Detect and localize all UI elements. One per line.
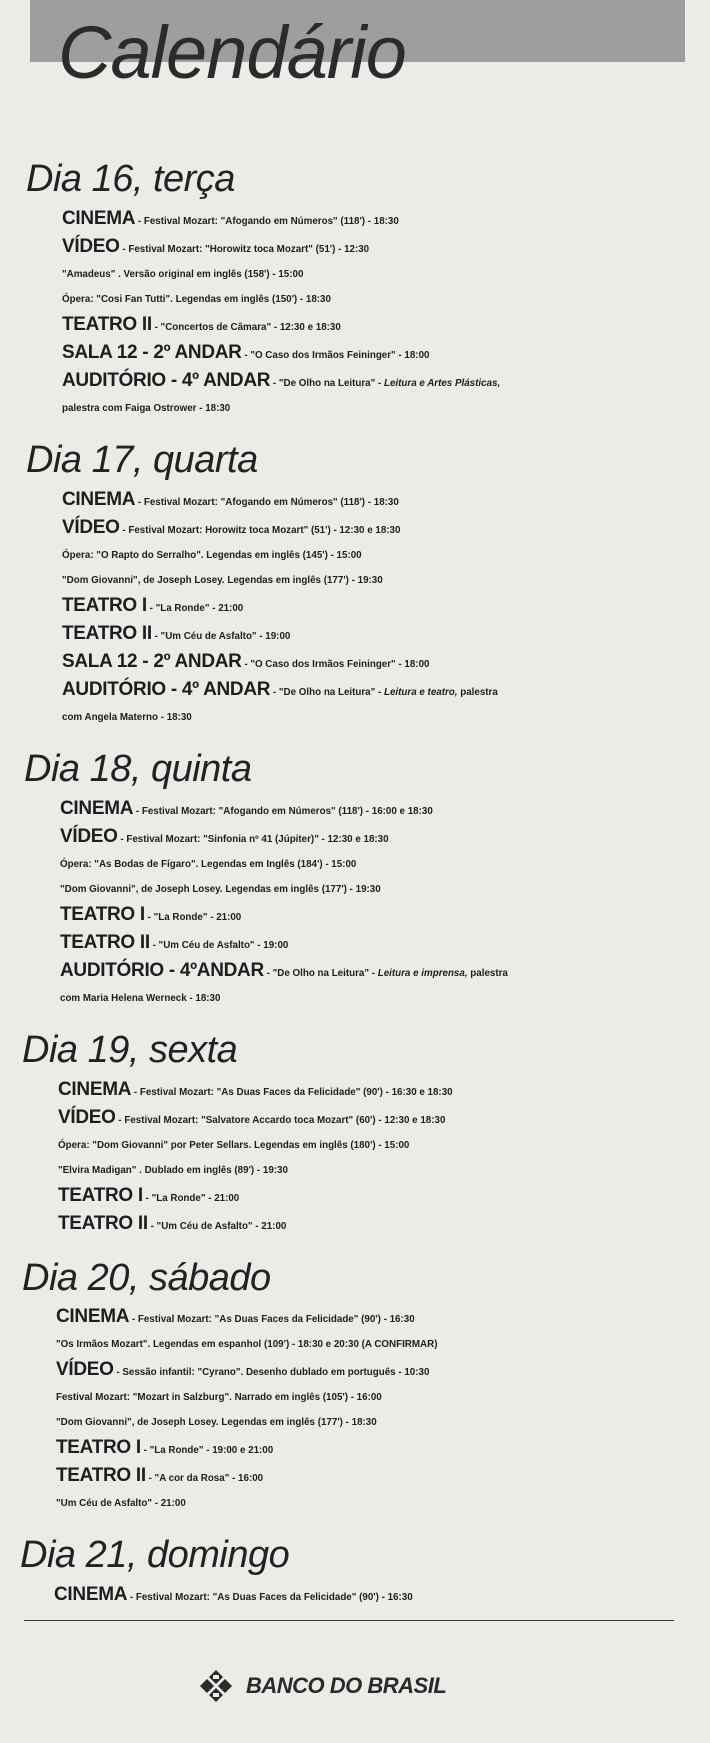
event-text: - "Um Céu de Asfalto" - 19:00 — [149, 939, 289, 951]
event-line — [62, 515, 710, 543]
venue-label: VÍDEO — [60, 825, 118, 847]
event-line — [62, 568, 710, 593]
event-line — [62, 287, 710, 312]
event-line — [62, 312, 710, 340]
event-line — [60, 958, 710, 986]
event-line — [56, 1357, 710, 1385]
event-line — [62, 262, 710, 287]
venue-label: SALA 12 - 2º ANDAR — [62, 650, 242, 672]
event-line — [62, 593, 710, 621]
event-line — [58, 1211, 710, 1239]
event-line — [62, 340, 710, 368]
event-text: - Festival Mozart: "Afogando em Números" (118') - 18:30 — [135, 215, 399, 227]
event-text: - "O Caso dos Irmãos Feininger" - 18:00 — [241, 658, 430, 670]
footer-logo — [196, 1668, 446, 1704]
event-theme: Leitura e teatro, — [384, 686, 458, 698]
calendar-content — [0, 160, 710, 1630]
event-line — [60, 986, 710, 1011]
event-text: - "De Olho na Leitura" - — [270, 686, 384, 698]
event-line — [60, 796, 710, 824]
event-text: "Dom Giovanni", de Joseph Losey. Legendas em inglês (177') - 18:30 — [56, 1417, 377, 1429]
venue-label: CINEMA — [60, 797, 134, 819]
event-text: - Festival Mozart: "Salvatore Accardo toca Mozart" (60') - 12:30 e 18:30 — [115, 1114, 446, 1126]
event-text: - Festival Mozart: "Afogando em Números" (118') - 18:30 — [135, 496, 399, 508]
venue-label: CINEMA — [62, 488, 136, 510]
event-text: "Um Céu de Asfalto" - 21:00 — [56, 1498, 186, 1510]
venue-label: TEATRO I — [58, 1184, 143, 1206]
event-line — [56, 1332, 710, 1357]
event-line — [62, 705, 710, 730]
event-line — [54, 1582, 710, 1610]
event-text: - Festival Mozart: "Afogando em Números" (118') - 16:00 e 18:30 — [133, 805, 433, 817]
event-text: - "Um Céu de Asfalto" - 21:00 — [147, 1220, 287, 1232]
venue-label: CINEMA — [56, 1306, 130, 1328]
event-text: Ópera: "As Bodas de Fígaro". Legendas em Inglês (184') - 15:00 — [60, 858, 357, 870]
day-heading: Dia 18, quinta — [24, 747, 252, 790]
event-line — [60, 930, 710, 958]
event-line — [62, 234, 710, 262]
day-section — [0, 160, 710, 421]
page-title: Calendário — [58, 11, 406, 94]
event-line — [62, 543, 710, 568]
venue-label: VÍDEO — [58, 1106, 116, 1128]
event-line — [56, 1435, 710, 1463]
day-heading: Dia 19, sexta — [22, 1028, 238, 1071]
day-heading: Dia 21, domingo — [20, 1534, 290, 1577]
event-line — [56, 1385, 710, 1410]
event-line — [62, 649, 710, 677]
event-text: Ópera: "Cosi Fan Tutti". Legendas em inglês (150') - 18:30 — [62, 293, 331, 305]
event-text: - Festival Mozart: "Sinfonia nº 41 (Júpiter)" - 12:30 e 18:30 — [117, 833, 389, 845]
event-line — [56, 1463, 710, 1491]
event-line — [58, 1183, 710, 1211]
event-line — [60, 902, 710, 930]
event-text: - "La Ronde" - 21:00 — [144, 911, 242, 923]
banco-do-brasil-logo-icon — [196, 1668, 236, 1704]
day-section — [0, 438, 710, 730]
day-section — [0, 1028, 710, 1239]
day-section — [0, 1256, 710, 1517]
event-line — [58, 1133, 710, 1158]
event-text: com Angela Materno - 18:30 — [62, 711, 192, 723]
event-text: - "De Olho na Leitura" - — [263, 967, 378, 979]
event-text: "Os Irmãos Mozart". Legendas em espanhol (109') - 18:30 e 20:30 (A CONFIRMAR) — [56, 1339, 438, 1351]
event-text: - "De Olho na Leitura" - — [270, 377, 384, 389]
venue-label: TEATRO II — [60, 931, 150, 953]
event-line — [58, 1077, 710, 1105]
event-line — [62, 621, 710, 649]
event-theme: Leitura e imprensa, — [377, 967, 468, 979]
event-line — [62, 368, 710, 396]
venue-label: AUDITÓRIO - 4º ANDAR — [62, 678, 271, 700]
venue-label: VÍDEO — [62, 516, 120, 538]
event-text: - Festival Mozart: "As Duas Faces da Felicidade" (90') - 16:30 — [127, 1592, 413, 1604]
event-line — [62, 677, 710, 705]
day-heading: Dia 20, sábado — [22, 1256, 271, 1299]
event-text: - Festival Mozart: "As Duas Faces da Felicidade" (90') - 16:30 e 18:30 — [131, 1086, 453, 1098]
event-text: - "La Ronde" - 21:00 — [142, 1192, 240, 1204]
venue-label: TEATRO I — [62, 594, 147, 616]
event-text: - "A cor da Rosa" - 16:00 — [145, 1473, 264, 1485]
event-text: Festival Mozart: "Mozart in Salzburg". Narrado em inglês (105') - 16:00 — [56, 1392, 382, 1404]
event-line — [56, 1491, 710, 1516]
event-text: - Festival Mozart: Horowitz toca Mozart" (51') - 12:30 e 18:30 — [119, 524, 401, 536]
event-line — [60, 852, 710, 877]
venue-label: CINEMA — [62, 207, 136, 229]
event-text-tail: palestra — [467, 967, 508, 979]
event-text: palestra com Faiga Ostrower - 18:30 — [62, 402, 231, 414]
venue-label: CINEMA — [54, 1584, 128, 1606]
event-text: "Dom Giovanni", de Joseph Losey. Legendas em inglês (177') - 19:30 — [60, 883, 381, 895]
event-text: com Maria Helena Werneck - 18:30 — [60, 992, 221, 1004]
venue-label: TEATRO II — [58, 1212, 148, 1234]
event-text: Ópera: "Dom Giovanni" por Peter Sellars. Legendas em inglês (180') - 15:00 — [58, 1139, 410, 1151]
event-text: "Dom Giovanni", de Joseph Losey. Legendas em inglês (177') - 19:30 — [62, 574, 383, 586]
event-text: Ópera: "O Rapto do Serralho". Legendas em inglês (145') - 15:00 — [62, 549, 362, 561]
event-line — [56, 1304, 710, 1332]
day-heading: Dia 17, quarta — [26, 438, 258, 481]
event-text: - "O Caso dos Irmãos Feininger" - 18:00 — [241, 349, 430, 361]
event-text: - Sessão infantil: "Cyrano". Desenho dublado em português - 10:30 — [113, 1367, 430, 1379]
event-text: - "Um Céu de Asfalto" - 19:00 — [151, 630, 291, 642]
bank-name: BANCO DO BRASIL — [246, 1673, 447, 1698]
day-section — [0, 1536, 710, 1610]
venue-label: AUDITÓRIO - 4º ANDAR — [62, 369, 271, 391]
event-line — [62, 396, 710, 421]
event-text: - "La Ronde" - 19:00 e 21:00 — [140, 1445, 274, 1457]
event-text: - Festival Mozart: "Horowitz toca Mozart" (51') - 12:30 — [119, 243, 370, 255]
event-line — [62, 487, 710, 515]
event-line — [56, 1410, 710, 1435]
event-text-tail: palestra — [457, 686, 498, 698]
venue-label: TEATRO II — [62, 313, 152, 335]
venue-label: TEATRO I — [56, 1437, 141, 1459]
event-line — [60, 877, 710, 902]
event-text: - "La Ronde" - 21:00 — [146, 602, 244, 614]
footer-divider — [24, 1620, 674, 1621]
venue-label: TEATRO II — [56, 1465, 146, 1487]
venue-label: SALA 12 - 2º ANDAR — [62, 341, 242, 363]
event-text: "Amadeus" . Versão original em inglês (158') - 15:00 — [62, 268, 304, 280]
venue-label: CINEMA — [58, 1078, 132, 1100]
venue-label: TEATRO II — [62, 622, 152, 644]
event-line — [62, 206, 710, 234]
event-text: "Elvira Madigan" . Dublado em inglês (89') - 19:30 — [58, 1164, 288, 1176]
event-theme: Leitura e Artes Plásticas, — [384, 377, 501, 389]
venue-label: VÍDEO — [56, 1359, 114, 1381]
event-line — [58, 1158, 710, 1183]
day-heading: Dia 16, terça — [26, 158, 235, 200]
day-section — [0, 747, 710, 1011]
venue-label: AUDITÓRIO - 4ºANDAR — [60, 959, 264, 981]
event-line — [58, 1105, 710, 1133]
event-text: - "Concertos de Câmara" - 12:30 e 18:30 — [151, 321, 341, 333]
venue-label: TEATRO I — [60, 903, 145, 925]
event-line — [60, 824, 710, 852]
event-text: - Festival Mozart: "As Duas Faces da Felicidade" (90') - 16:30 — [129, 1314, 415, 1326]
venue-label: VÍDEO — [62, 235, 120, 257]
